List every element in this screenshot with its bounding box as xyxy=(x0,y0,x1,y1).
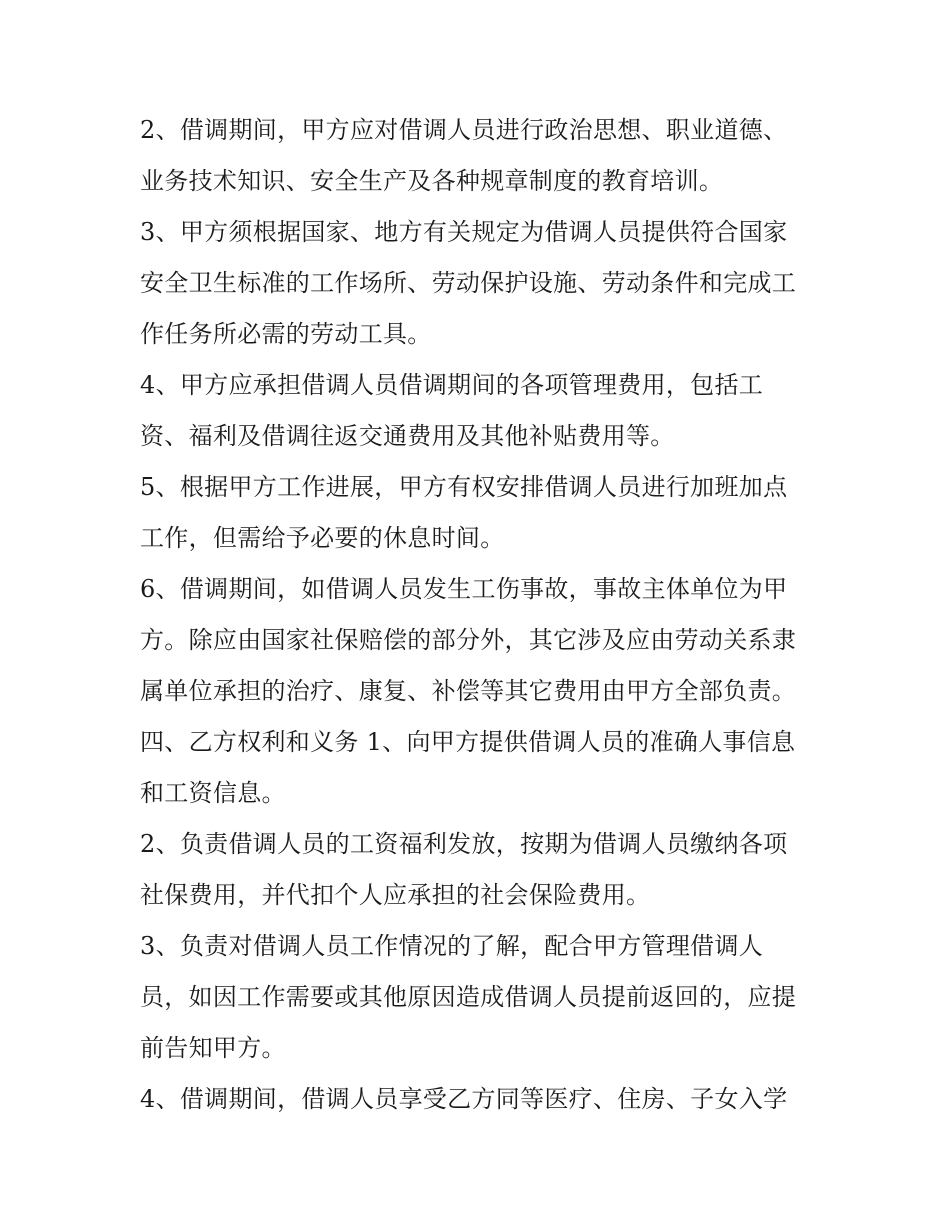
text-line: 四、乙方权利和义务 1、向甲方提供借调人员的准确人事信息 xyxy=(140,728,796,756)
text-line: 业务技术知识、安全生产及各种规章制度的教育培训。 xyxy=(140,167,724,195)
text-line: 前告知甲方。 xyxy=(140,1034,286,1062)
text-line: 社保费用，并代扣个人应承担的社会保险费用。 xyxy=(140,881,651,909)
text-line: 安全卫生标准的工作场所、劳动保护设施、劳动条件和完成工 xyxy=(140,269,797,297)
text-line: 2、借调期间，甲方应对借调人员进行政治思想、职业道德、 xyxy=(140,116,788,144)
text-line: 属单位承担的治疗、康复、补偿等其它费用由甲方全部负责。 xyxy=(140,677,797,705)
text-line: 4、借调期间，借调人员享受乙方同等医疗、住房、子女入学 xyxy=(140,1085,788,1113)
text-line: 工作，但需给予必要的休息时间。 xyxy=(140,524,505,552)
text-line: 和工资信息。 xyxy=(140,779,286,807)
text-line: 5、根据甲方工作进展，甲方有权安排借调人员进行加班加点 xyxy=(140,473,788,501)
text-line: 作任务所必需的劳动工具。 xyxy=(140,320,432,348)
text-line: 3、甲方须根据国家、地方有关规定为借调人员提供符合国家 xyxy=(140,218,788,246)
text-line: 2、负责借调人员的工资福利发放，按期为借调人员缴纳各项 xyxy=(140,830,788,858)
text-line: 资、福利及借调往返交通费用及其他补贴费用等。 xyxy=(140,422,675,450)
text-line: 方。除应由国家社保赔偿的部分外，其它涉及应由劳动关系隶 xyxy=(140,626,797,654)
text-line: 3、负责对借调人员工作情况的了解，配合甲方管理借调人 xyxy=(140,932,764,960)
document-body xyxy=(140,105,820,1125)
text-line: 6、借调期间，如借调人员发生工伤事故，事故主体单位为甲 xyxy=(140,575,788,603)
text-line: 4、甲方应承担借调人员借调期间的各项管理费用，包括工 xyxy=(140,371,764,399)
text-line: 员，如因工作需要或其他原因造成借调人员提前返回的，应提 xyxy=(140,983,797,1011)
